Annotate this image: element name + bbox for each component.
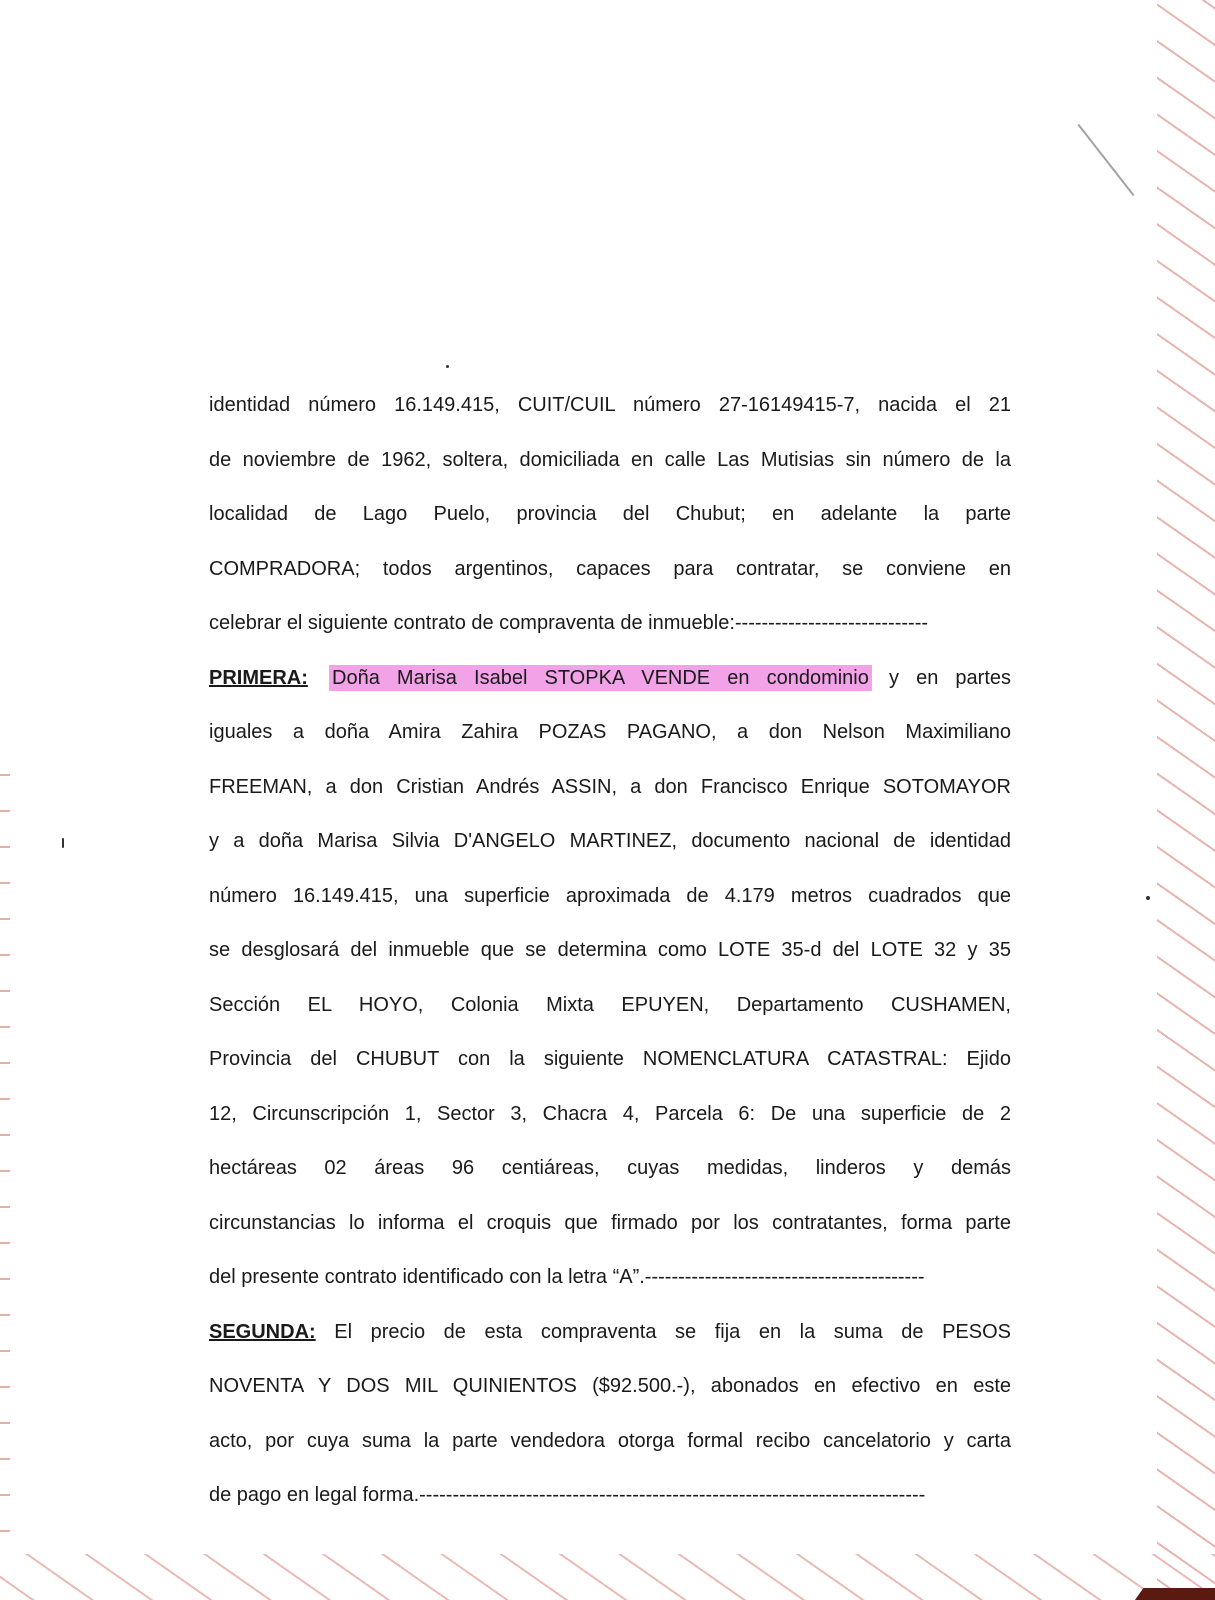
red-diagonal-border-right bbox=[1157, 0, 1215, 1600]
clause-heading-segunda: SEGUNDA: bbox=[209, 1320, 316, 1343]
text-line: identidad número 16.149.415, CUIT/CUIL número 27-16149415-7, nacida el 21 bbox=[209, 394, 1011, 416]
clause-heading-primera: PRIMERA: bbox=[209, 666, 308, 689]
clause-segunda-first-line bbox=[209, 1305, 1011, 1360]
highlighted-text: Doña Marisa Isabel STOPKA VENDE en condominio bbox=[329, 665, 872, 691]
text-line: 12, Circunscripción 1, Sector 3, Chacra 4, Parcela 6: De una superficie de 2 bbox=[209, 1102, 1011, 1125]
text-line: y a doña Marisa Silvia D'ANGELO MARTINEZ, documento nacional de identidad bbox=[209, 830, 1011, 852]
red-diagonal-border-bottom bbox=[0, 1554, 1215, 1600]
text-line: Sección EL HOYO, Colonia Mixta EPUYEN, Departamento CUSHAMEN, bbox=[209, 993, 1011, 1016]
text-line: circunstancias lo informa el croquis que firmado por los contratantes, forma parte bbox=[209, 1211, 1011, 1234]
scan-speck bbox=[446, 365, 449, 368]
text-line: de pago en legal forma.---------------------------------------------------------------------------- bbox=[209, 1484, 926, 1506]
text-line: de noviembre de 1962, soltera, domiciliada en calle Las Mutisias sin número de la bbox=[209, 448, 1011, 471]
text-line: Provincia del CHUBUT con la siguiente NOMENCLATURA CATASTRAL: Ejido bbox=[209, 1048, 1011, 1070]
text-line: FREEMAN, a don Cristian Andrés ASSIN, a don Francisco Enrique SOTOMAYOR bbox=[209, 775, 1011, 798]
text-fragment: y en partes bbox=[888, 666, 1012, 689]
scan-scratch-mark bbox=[1078, 124, 1135, 196]
text-line: se desglosará del inmueble que se determina como LOTE 35-d del LOTE 32 y 35 bbox=[209, 939, 1011, 961]
contract-text bbox=[209, 378, 1011, 1523]
scan-speck bbox=[1146, 896, 1150, 900]
text-fragment: El precio de esta compraventa se fija en la suma de PESOS bbox=[334, 1320, 1011, 1343]
scan-speck bbox=[62, 838, 64, 848]
text-line: COMPRADORA; todos argentinos, capaces para contratar, se conviene en bbox=[209, 557, 1011, 580]
text-line: localidad de Lago Puelo, provincia del Chubut; en adelante la parte bbox=[209, 503, 1011, 525]
text-line: número 16.149.415, una superficie aproximada de 4.179 metros cuadrados que bbox=[209, 884, 1011, 907]
text-line: celebrar el siguiente contrato de compraventa de inmueble:----------------------------- bbox=[209, 612, 929, 634]
clause-primera-first-line bbox=[209, 651, 1011, 706]
text-line: del presente contrato identificado con la letra “A”.------------------------------------------ bbox=[209, 1266, 925, 1288]
text-line: acto, por cuya suma la parte vendedora otorga formal recibo cancelatorio y carta bbox=[209, 1429, 1011, 1452]
corner-stain bbox=[1135, 1588, 1215, 1600]
red-margin-ticks-left bbox=[0, 740, 10, 1540]
text-line: NOVENTA Y DOS MIL QUINIENTOS ($92.500.-), abonados en efectivo en este bbox=[209, 1375, 1011, 1397]
text-line: iguales a doña Amira Zahira POZAS PAGANO, a don Nelson Maximiliano bbox=[209, 721, 1011, 743]
text-line: hectáreas 02 áreas 96 centiáreas, cuyas medidas, linderos y demás bbox=[209, 1157, 1011, 1179]
